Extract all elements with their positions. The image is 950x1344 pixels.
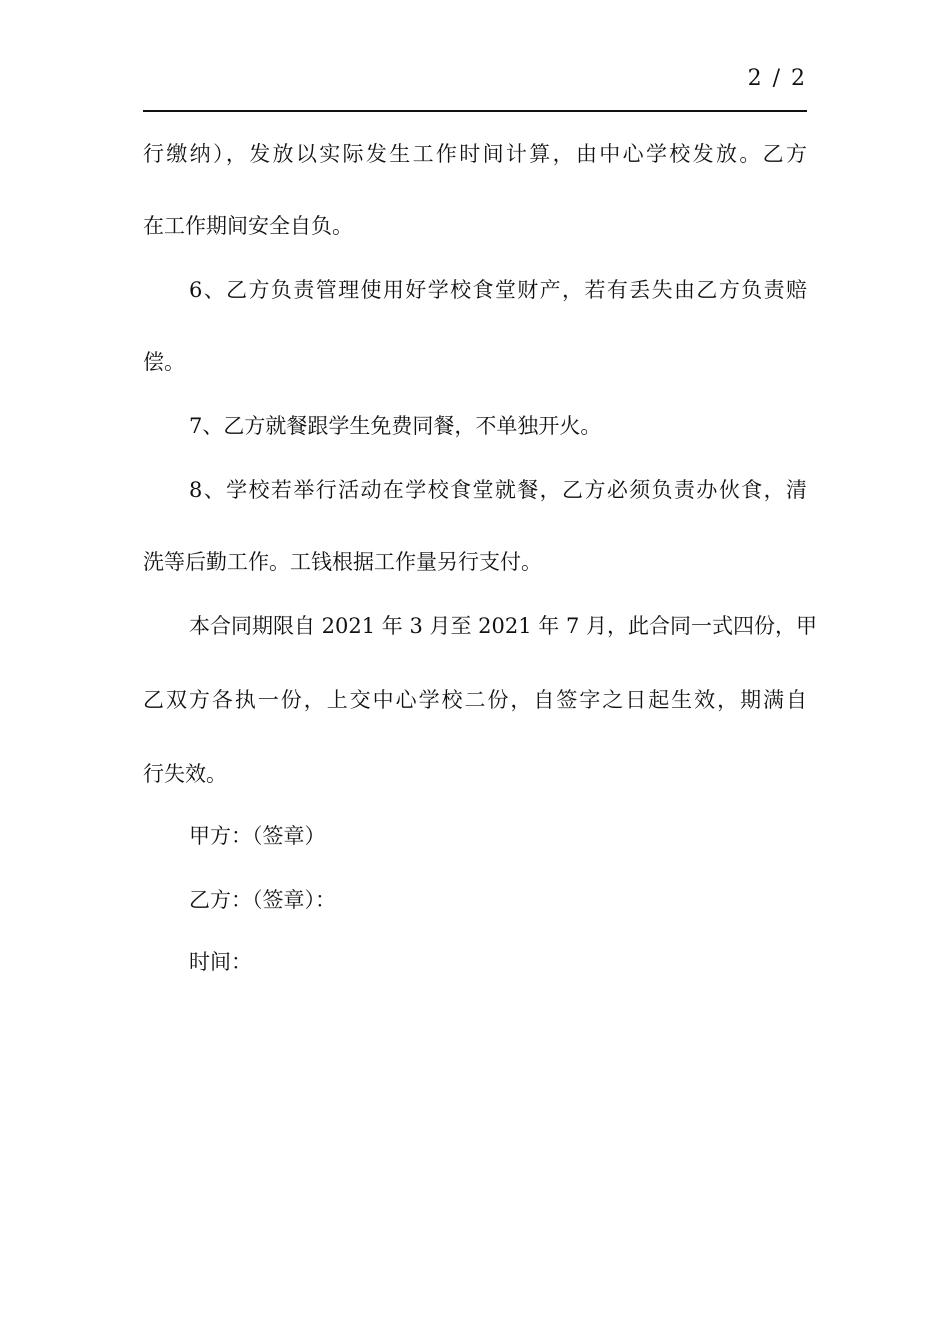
body-line: 乙双方各执一份，上交中心学校二份，自签字之日起生效，期满自	[143, 688, 807, 712]
body-line: 行失效。	[143, 762, 227, 786]
signature-time: 时间：	[189, 950, 252, 974]
body-line: 行缴纳），发放以实际发生工作时间计算，由中心学校发放。乙方	[143, 142, 807, 166]
header-divider	[143, 110, 807, 112]
body-line: 8、学校若举行活动在学校食堂就餐，乙方必须负责办伙食，清	[189, 478, 807, 502]
body-line: 本合同期限自 2021 年 3 月至 2021 年 7 月，此合同一式四份，甲	[189, 614, 818, 638]
body-line: 6、乙方负责管理使用好学校食堂财产，若有丢失由乙方负责赔	[189, 278, 807, 302]
signature-party-a: 甲方：（签章）	[189, 824, 326, 848]
body-line: 在工作期间安全自负。	[143, 214, 353, 238]
body-line: 偿。	[143, 350, 185, 374]
body-line: 洗等后勤工作。工钱根据工作量另行支付。	[143, 550, 542, 574]
signature-party-b: 乙方：（签章）：	[189, 888, 336, 912]
body-line: 7、乙方就餐跟学生免费同餐，不单独开火。	[189, 414, 602, 438]
page-number: 2 / 2	[747, 66, 807, 91]
